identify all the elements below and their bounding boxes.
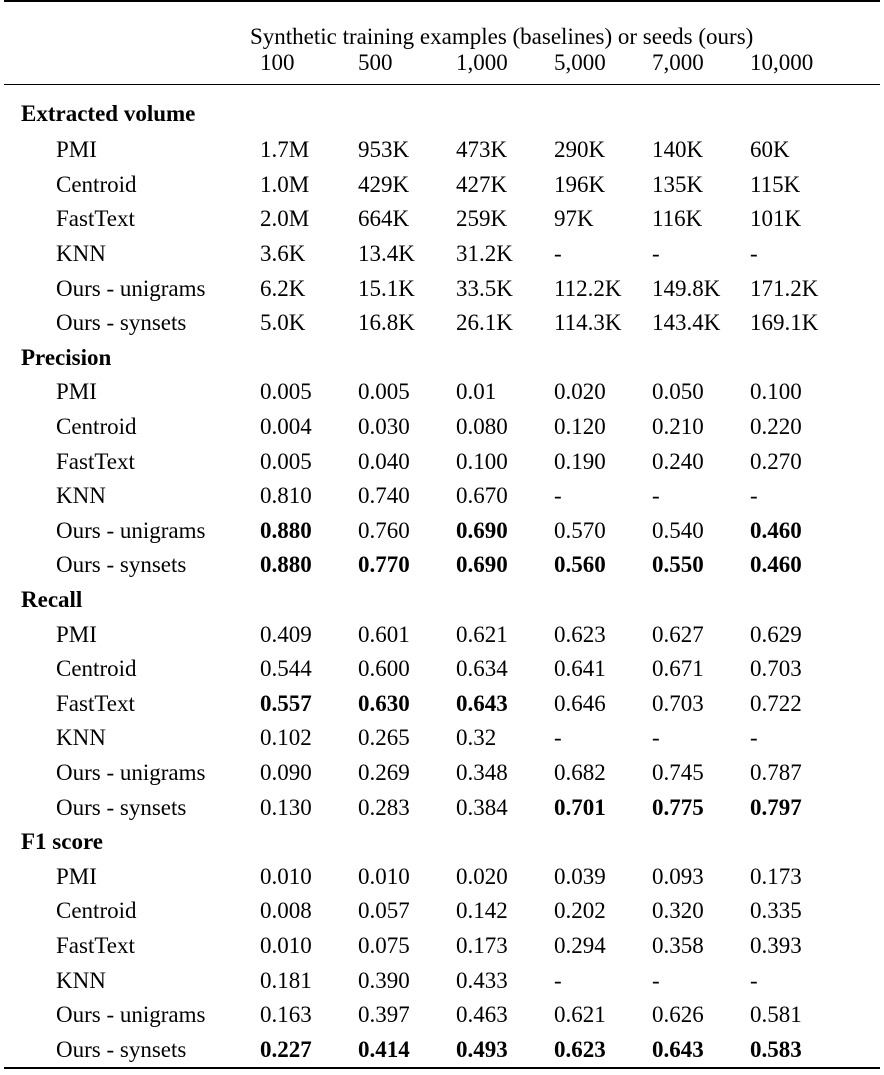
table-cell: -: [554, 725, 562, 751]
table-cell: 0.270: [750, 448, 802, 474]
table-cell: 0.433: [456, 967, 508, 993]
table-row: [4, 687, 880, 722]
table-cell: 429K: [358, 171, 410, 197]
row-label: Ours - synsets: [56, 310, 187, 336]
table-cell: 0.100: [750, 379, 802, 405]
table-row: [4, 998, 880, 1033]
table-cell: 0.090: [260, 759, 312, 785]
table-row: [4, 790, 880, 825]
table-cell: -: [554, 241, 562, 267]
table-cell: 0.570: [554, 517, 606, 543]
table-cell: 0.621: [554, 1002, 606, 1028]
section-title: Precision: [21, 344, 112, 370]
table-row: [4, 306, 880, 341]
table-row: [4, 133, 880, 168]
column-header: 10,000: [750, 50, 880, 85]
table-cell: 290K: [554, 137, 606, 163]
table-cell: -: [652, 725, 660, 751]
table-cell: 0.601: [358, 621, 410, 647]
row-label: Ours - unigrams: [56, 275, 206, 301]
table-cell: 0.030: [358, 414, 410, 440]
table-cell: 0.393: [750, 932, 802, 958]
table-cell: 115K: [750, 171, 801, 197]
table-cell: 5.0K: [260, 310, 306, 336]
table-row: [4, 271, 880, 306]
table-cell: 0.627: [652, 621, 704, 647]
table-cell: 664K: [358, 206, 410, 232]
table-cell: 0.557: [260, 690, 312, 716]
table-cell: -: [750, 483, 758, 509]
table-cell: 0.770: [358, 552, 410, 578]
table-cell: 1.7M: [260, 137, 310, 163]
table-cell: 0.320: [652, 898, 704, 924]
table-cell: 0.010: [260, 932, 312, 958]
table-cell: 0.740: [358, 483, 410, 509]
table-cell: 0.634: [456, 656, 508, 682]
table-cell: 0.358: [652, 932, 704, 958]
row-label: PMI: [56, 137, 97, 163]
table-cell: 171.2K: [750, 275, 819, 301]
table-header: [4, 1, 880, 85]
table-cell: 0.020: [554, 379, 606, 405]
row-label: Ours - unigrams: [56, 517, 206, 543]
row-label: Ours - unigrams: [56, 1002, 206, 1028]
table-row: [4, 721, 880, 756]
table-cell: 0.583: [750, 1032, 880, 1068]
table-cell: 0.690: [456, 552, 508, 578]
table-cell: -: [652, 483, 660, 509]
table-cell: 0.641: [554, 656, 606, 682]
table-cell: 0.550: [652, 552, 704, 578]
table-cell: 0.463: [456, 1002, 508, 1028]
table-cell: 169.1K: [750, 310, 819, 336]
table-cell: 0.760: [358, 517, 410, 543]
table-cell: 0.348: [456, 759, 508, 785]
table-cell: 0.623: [554, 621, 606, 647]
table-cell: 473K: [456, 137, 508, 163]
table-cell: 0.039: [554, 863, 606, 889]
column-header: 7,000: [652, 50, 750, 85]
table-row: [4, 237, 880, 272]
table-cell: 33.5K: [456, 275, 513, 301]
row-label: Centroid: [56, 898, 137, 924]
table-cell: 0.010: [358, 863, 410, 889]
table-row: [4, 514, 880, 549]
table-cell: 0.397: [358, 1002, 410, 1028]
table-cell: 6.2K: [260, 275, 306, 301]
table-cell: 0.623: [554, 1032, 652, 1068]
table-row: [4, 859, 880, 894]
header-label-cell: [4, 50, 260, 85]
table-cell: 0.120: [554, 414, 606, 440]
table-cell: 0.682: [554, 759, 606, 785]
table-cell: 97K: [554, 206, 594, 232]
table-cell: 0.701: [554, 794, 606, 820]
table-cell: -: [554, 483, 562, 509]
table-cell: 0.004: [260, 414, 312, 440]
table-cell: 0.040: [358, 448, 410, 474]
table-cell: 0.722: [750, 690, 802, 716]
table-cell: 0.190: [554, 448, 606, 474]
table-cell: 0.493: [456, 1032, 554, 1068]
table-cell: -: [652, 241, 660, 267]
table-cell: 0.643: [652, 1032, 750, 1068]
table-row: [4, 756, 880, 791]
table-cell: 0.008: [260, 898, 312, 924]
row-label: KNN: [56, 483, 106, 509]
table-cell: 0.581: [750, 1002, 802, 1028]
column-header: 100: [260, 50, 358, 85]
table-cell: 0.745: [652, 759, 704, 785]
table-cell: 15.1K: [358, 275, 415, 301]
table-cell: 0.880: [260, 552, 312, 578]
table-cell: 0.670: [456, 483, 508, 509]
table-cell: 140K: [652, 137, 704, 163]
row-label: FastText: [56, 206, 135, 232]
table-cell: 0.202: [554, 898, 606, 924]
table-cell: 0.283: [358, 794, 410, 820]
table-row: [4, 894, 880, 929]
table-cell: 135K: [652, 171, 704, 197]
table-cell: 0.005: [260, 379, 312, 405]
table-cell: 0.163: [260, 1002, 312, 1028]
table-cell: 2.0M: [260, 206, 310, 232]
row-label: Ours - synsets: [56, 794, 187, 820]
row-label: FastText: [56, 690, 135, 716]
table-cell: 0.810: [260, 483, 312, 509]
row-label: FastText: [56, 448, 135, 474]
table-cell: 26.1K: [456, 310, 513, 336]
column-header: 1,000: [456, 50, 554, 85]
table-cell: 0.240: [652, 448, 704, 474]
table-row: [4, 202, 880, 237]
column-header: 5,000: [554, 50, 652, 85]
row-label: KNN: [56, 725, 106, 751]
table-cell: 112.2K: [554, 275, 622, 301]
table-cell: 0.600: [358, 656, 410, 682]
table-cell: 0.142: [456, 898, 508, 924]
section-title: Extracted volume: [21, 101, 196, 126]
table-cell: 0.703: [750, 656, 802, 682]
table-cell: 13.4K: [358, 241, 415, 267]
table-cell: 0.220: [750, 414, 802, 440]
table-cell: 114.3K: [554, 310, 622, 336]
table-cell: 0.130: [260, 794, 312, 820]
table-cell: 0.560: [554, 552, 606, 578]
table-cell: 0.690: [456, 517, 508, 543]
table-cell: 0.173: [750, 863, 802, 889]
row-label: PMI: [56, 621, 97, 647]
table-cell: 0.227: [260, 1032, 358, 1068]
table-cell: 0.050: [652, 379, 704, 405]
table-cell: 0.797: [750, 794, 802, 820]
span-header-title: Synthetic training examples (baselines) or seeds (ours): [4, 1, 880, 50]
table-cell: 0.626: [652, 1002, 704, 1028]
table-cell: -: [652, 967, 660, 993]
table-cell: 116K: [652, 206, 703, 232]
table-cell: 0.703: [652, 690, 704, 716]
table-cell: 0.32: [456, 725, 497, 751]
table-cell: 0.643: [456, 690, 508, 716]
table-cell: 16.8K: [358, 310, 415, 336]
table-cell: 0.265: [358, 725, 410, 751]
table-cell: 31.2K: [456, 241, 513, 267]
table-cell: 3.6K: [260, 241, 306, 267]
table-row: [4, 963, 880, 998]
row-label: KNN: [56, 241, 106, 267]
table-cell: 0.775: [652, 794, 704, 820]
table-cell: 0.075: [358, 932, 410, 958]
table-cell: 0.630: [358, 690, 410, 716]
row-label: KNN: [56, 967, 106, 993]
table-cell: 0.005: [358, 379, 410, 405]
table-row: [4, 652, 880, 687]
section-title: Recall: [21, 587, 83, 613]
section-header-row: [4, 341, 880, 376]
table-cell: 143.4K: [652, 310, 721, 336]
table-cell: 0.010: [260, 863, 312, 889]
table-cell: 0.102: [260, 725, 312, 751]
table-cell: 0.01: [456, 379, 497, 405]
table-row: [4, 410, 880, 445]
table-cell: 0.294: [554, 932, 606, 958]
table-cell: 953K: [358, 137, 410, 163]
table-cell: 0.093: [652, 863, 704, 889]
row-label: Centroid: [56, 656, 137, 682]
table-row: [4, 1032, 880, 1068]
row-label: Ours - synsets: [4, 1032, 260, 1068]
row-label: Ours - synsets: [56, 552, 187, 578]
results-table: [4, 0, 880, 1069]
table-cell: 0.269: [358, 759, 410, 785]
table-cell: 0.540: [652, 517, 704, 543]
header-span-row: [4, 1, 880, 50]
table-cell: 101K: [750, 206, 802, 232]
row-label: PMI: [56, 863, 97, 889]
section-header-row: [4, 825, 880, 860]
section-title: F1 score: [21, 829, 103, 855]
table-cell: 0.629: [750, 621, 802, 647]
row-label: Centroid: [56, 414, 137, 440]
table-cell: 0.384: [456, 794, 508, 820]
table-row: [4, 375, 880, 410]
table-cell: 427K: [456, 171, 508, 197]
table-cell: 60K: [750, 137, 790, 163]
section-header-row: [4, 583, 880, 618]
table-cell: 0.414: [358, 1032, 456, 1068]
table-cell: 0.409: [260, 621, 312, 647]
table-cell: 0.390: [358, 967, 410, 993]
table-cell: -: [750, 241, 758, 267]
table-cell: 0.181: [260, 967, 312, 993]
header-column-row: [4, 50, 880, 85]
table-cell: 0.080: [456, 414, 508, 440]
table-cell: 0.544: [260, 656, 312, 682]
table-cell: 1.0M: [260, 171, 310, 197]
table-cell: -: [554, 967, 562, 993]
table-row: [4, 479, 880, 514]
table-row: [4, 617, 880, 652]
table-cell: -: [750, 725, 758, 751]
column-header: 500: [358, 50, 456, 85]
table-body: [4, 85, 880, 1069]
table-cell: 0.787: [750, 759, 802, 785]
table-cell: 0.057: [358, 898, 410, 924]
table-row: [4, 168, 880, 203]
row-label: FastText: [56, 932, 135, 958]
table-cell: 0.460: [750, 552, 802, 578]
table-cell: 259K: [456, 206, 508, 232]
table-cell: 0.100: [456, 448, 508, 474]
table-cell: 0.646: [554, 690, 606, 716]
table-cell: 0.460: [750, 517, 802, 543]
row-label: Centroid: [56, 171, 137, 197]
row-label: PMI: [56, 379, 97, 405]
table-row: [4, 929, 880, 964]
table-row: [4, 444, 880, 479]
table-cell: 0.020: [456, 863, 508, 889]
table-cell: -: [750, 967, 758, 993]
table-cell: 0.335: [750, 898, 802, 924]
table-cell: 0.210: [652, 414, 704, 440]
table-row: [4, 548, 880, 583]
table-cell: 0.173: [456, 932, 508, 958]
table-cell: 196K: [554, 171, 606, 197]
table-cell: 0.880: [260, 517, 312, 543]
table-cell: 0.621: [456, 621, 508, 647]
table-cell: 0.005: [260, 448, 312, 474]
section-header-row: [4, 85, 880, 134]
table-cell: 149.8K: [652, 275, 721, 301]
table-cell: 0.671: [652, 656, 704, 682]
row-label: Ours - unigrams: [56, 759, 206, 785]
